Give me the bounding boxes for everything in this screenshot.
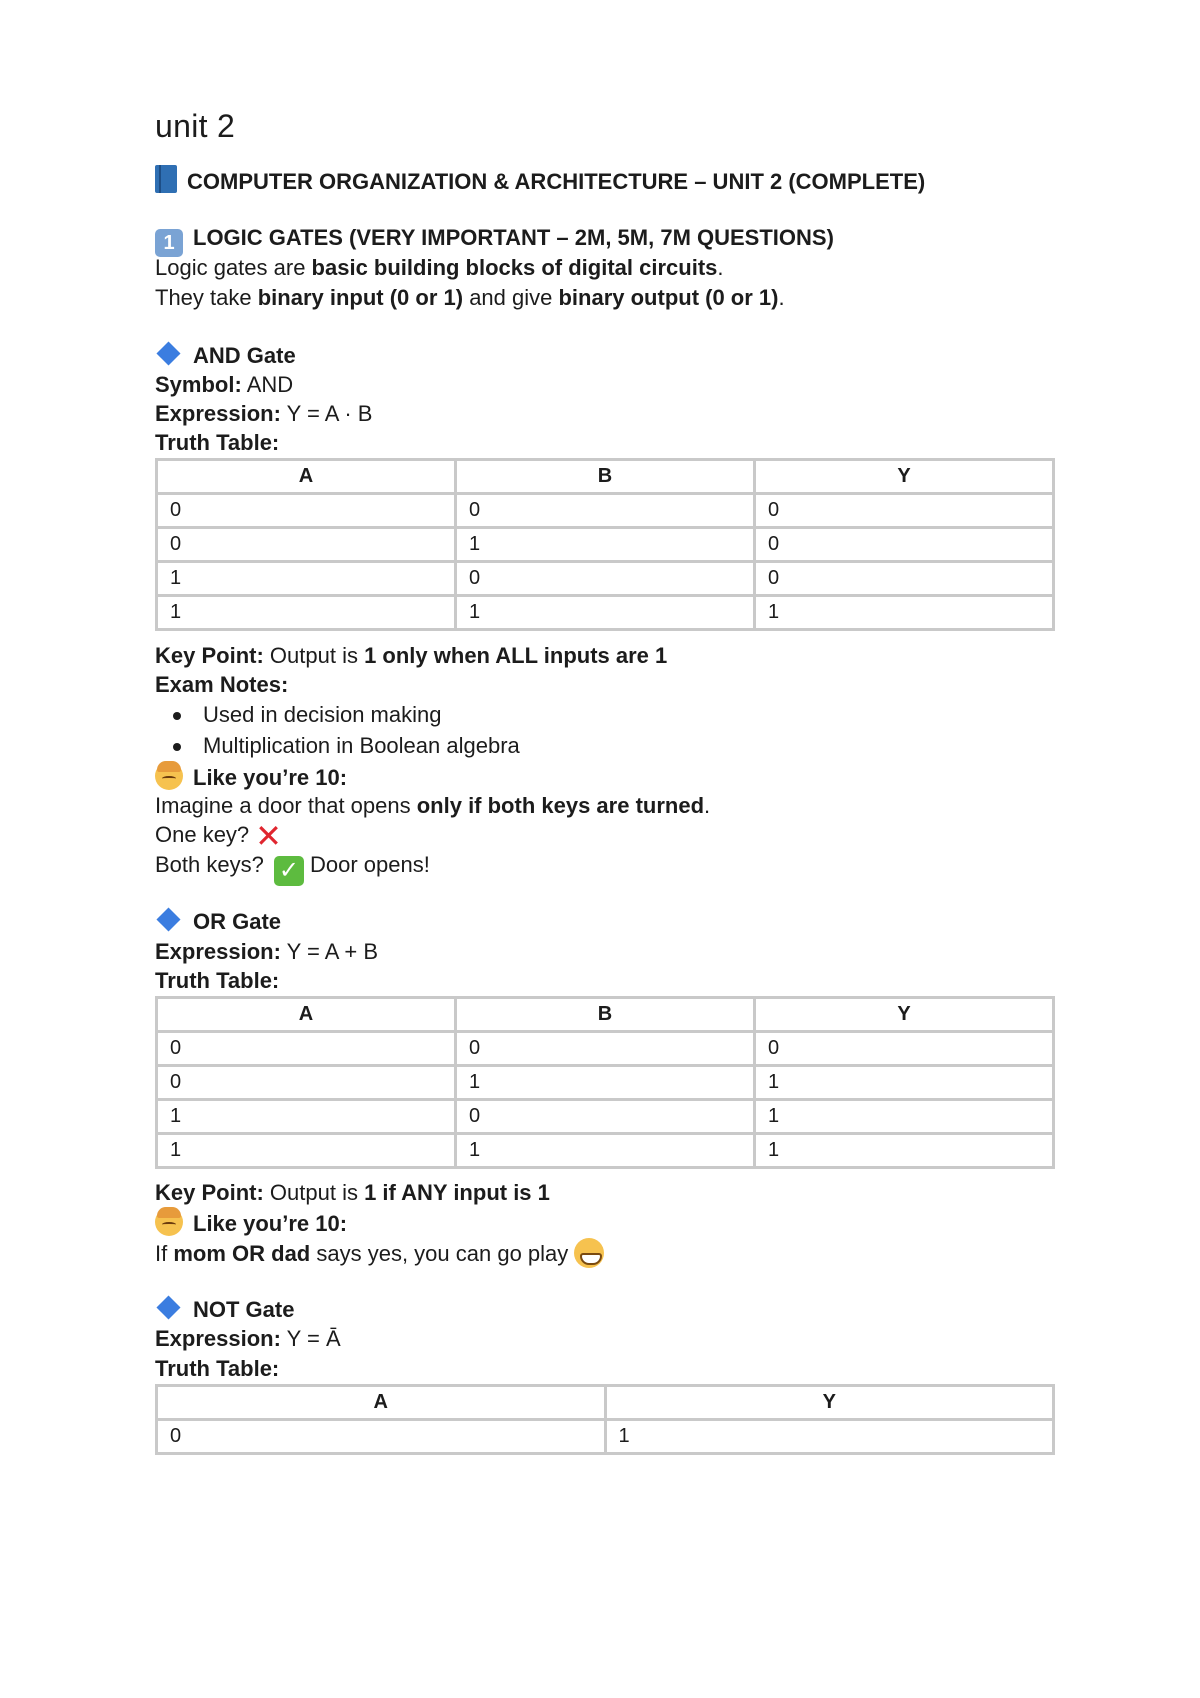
small-blue-diamond-icon <box>156 907 180 931</box>
intro-2-post: . <box>778 285 785 310</box>
table-cell: 1 <box>755 596 1054 630</box>
and-truth-table <box>155 458 1055 631</box>
column-header: Y <box>605 1386 1054 1420</box>
main-heading-text: COMPUTER ORGANIZATION & ARCHITECTURE – UNIT 2 (COMPLETE) <box>187 169 926 194</box>
and-expression-line <box>155 400 372 428</box>
or-gate-heading <box>155 908 281 936</box>
table-cell: 1 <box>157 562 456 596</box>
table-cell: 1 <box>456 1066 755 1100</box>
child-face-icon <box>155 1208 183 1236</box>
list-item: Used in decision making <box>155 701 520 732</box>
or-key-label: Key Point: <box>155 1180 264 1205</box>
not-expression-value: Y = Ā <box>280 1326 341 1351</box>
intro-2-mid: and give <box>463 285 559 310</box>
or-key-bold: 1 if ANY input is 1 <box>364 1180 550 1205</box>
table-cell: 0 <box>755 528 1054 562</box>
and-like-label-line <box>155 762 347 792</box>
not-truth-label: Truth Table: <box>155 1356 280 1381</box>
table-cell: 0 <box>755 494 1054 528</box>
table-row <box>157 494 1054 528</box>
not-expression-label: Expression: <box>155 1326 281 1351</box>
not-truth-table <box>155 1384 1055 1455</box>
table-cell: 1 <box>157 1100 456 1134</box>
small-blue-diamond-icon <box>156 1295 180 1319</box>
and-truth-label-line <box>155 429 279 457</box>
or-like-1-bold: mom OR dad <box>173 1241 311 1266</box>
table-cell: 1 <box>157 596 456 630</box>
intro-line-1 <box>155 254 724 282</box>
table-header-row <box>157 998 1054 1032</box>
or-like-line-1 <box>155 1238 614 1268</box>
or-truth-table <box>155 996 1055 1169</box>
and-symbol-value: AND <box>241 372 294 397</box>
table-row <box>157 528 1054 562</box>
not-gate-heading-text: NOT Gate <box>193 1297 295 1322</box>
and-key-point <box>155 642 667 670</box>
table-header-row <box>157 460 1054 494</box>
or-key-pre: Output is <box>263 1180 365 1205</box>
intro-1-pre: Logic gates are <box>155 255 312 280</box>
intro-1-post: . <box>717 255 724 280</box>
table-cell: 0 <box>157 1032 456 1066</box>
or-key-point <box>155 1179 550 1207</box>
and-expression-value: Y = A · B <box>280 401 373 426</box>
table-cell: 0 <box>157 494 456 528</box>
table-cell: 1 <box>456 1134 755 1168</box>
column-header: Y <box>755 998 1054 1032</box>
intro-2-pre: They take <box>155 285 258 310</box>
or-expression-value: Y = A + B <box>280 939 378 964</box>
table-cell: 1 <box>157 1134 456 1168</box>
and-key-bold: 1 only when ALL inputs are 1 <box>364 643 668 668</box>
table-row <box>157 562 1054 596</box>
table-cell: 1 <box>755 1066 1054 1100</box>
and-symbol-label: Symbol: <box>155 372 242 397</box>
and-like-1-pre: Imagine a door that opens <box>155 793 417 818</box>
or-like-label-line <box>155 1208 347 1238</box>
table-row <box>157 1066 1054 1100</box>
or-like-1-pre: If <box>155 1241 174 1266</box>
or-gate-heading-text: OR Gate <box>193 909 282 934</box>
and-gate-heading <box>155 342 296 370</box>
and-expression-label: Expression: <box>155 401 281 426</box>
column-header: A <box>157 460 456 494</box>
check-mark-button-icon: ✓ <box>274 856 304 886</box>
table-row <box>157 596 1054 630</box>
and-key-label: Key Point: <box>155 643 264 668</box>
and-symbol-line <box>155 371 293 399</box>
column-header: B <box>456 460 755 494</box>
or-like-label: Like you’re 10: <box>193 1211 348 1236</box>
page-title: unit 2 <box>155 108 236 144</box>
intro-line-2 <box>155 284 785 312</box>
table-cell: 1 <box>456 596 755 630</box>
column-header: A <box>157 998 456 1032</box>
and-like-line-3 <box>155 851 430 886</box>
and-like-line-1 <box>155 792 710 820</box>
table-cell: 0 <box>456 494 755 528</box>
table-cell: 1 <box>605 1420 1054 1454</box>
table-cell: 0 <box>157 1066 456 1100</box>
or-truth-label-line <box>155 967 279 995</box>
intro-2-bold-2: binary output (0 or 1) <box>558 285 779 310</box>
or-expression-label: Expression: <box>155 939 281 964</box>
and-key-pre: Output is <box>263 643 365 668</box>
and-exam-notes-label-line <box>155 671 288 699</box>
table-cell: 0 <box>157 1420 606 1454</box>
cross-mark-icon: ✕ <box>255 818 282 854</box>
table-row <box>157 1100 1054 1134</box>
and-like-line-2 <box>155 818 282 854</box>
and-like-3-post: Door opens! <box>309 852 430 877</box>
intro-2-bold-1: binary input (0 or 1) <box>257 285 464 310</box>
not-truth-label-line <box>155 1355 279 1383</box>
column-header: A <box>157 1386 606 1420</box>
grinning-face-icon <box>574 1238 604 1268</box>
table-cell: 0 <box>456 562 755 596</box>
and-exam-notes-list <box>155 701 520 763</box>
table-row <box>157 1032 1054 1066</box>
child-face-icon <box>155 762 183 790</box>
table-cell: 0 <box>755 1032 1054 1066</box>
table-cell: 1 <box>456 528 755 562</box>
intro-1-bold: basic building blocks of digital circuits <box>311 255 718 280</box>
table-cell: 0 <box>456 1032 755 1066</box>
column-header: Y <box>755 460 1054 494</box>
and-like-label: Like you’re 10: <box>193 765 348 790</box>
or-truth-label: Truth Table: <box>155 968 280 993</box>
table-cell: 0 <box>157 528 456 562</box>
table-cell: 0 <box>755 562 1054 596</box>
blue-book-icon <box>155 165 177 193</box>
and-truth-label: Truth Table: <box>155 430 280 455</box>
not-expression-line <box>155 1325 341 1353</box>
and-like-3-pre: Both keys? <box>155 852 264 877</box>
table-cell: 1 <box>755 1134 1054 1168</box>
and-like-1-bold: only if both keys are turned <box>416 793 705 818</box>
table-row <box>157 1134 1054 1168</box>
or-expression-line <box>155 938 378 966</box>
table-header-row <box>157 1386 1054 1420</box>
and-gate-heading-text: AND Gate <box>193 343 296 368</box>
and-like-1-post: . <box>704 793 711 818</box>
and-like-2-text: One key? <box>155 822 250 847</box>
and-exam-notes-label: Exam Notes: <box>155 672 289 697</box>
small-blue-diamond-icon <box>156 341 180 365</box>
not-gate-heading <box>155 1296 294 1324</box>
or-like-1-post: says yes, you can go play <box>310 1241 569 1266</box>
section-1-heading <box>155 224 834 257</box>
column-header: B <box>456 998 755 1032</box>
table-cell: 0 <box>456 1100 755 1134</box>
table-cell: 1 <box>755 1100 1054 1134</box>
list-item: Multiplication in Boolean algebra <box>155 732 520 763</box>
table-row <box>157 1420 1054 1454</box>
section-1-heading-text: LOGIC GATES (VERY IMPORTANT – 2M, 5M, 7M QUESTIONS) <box>193 225 834 250</box>
main-heading <box>155 165 925 196</box>
keycap-one-icon: 1 <box>155 229 183 257</box>
